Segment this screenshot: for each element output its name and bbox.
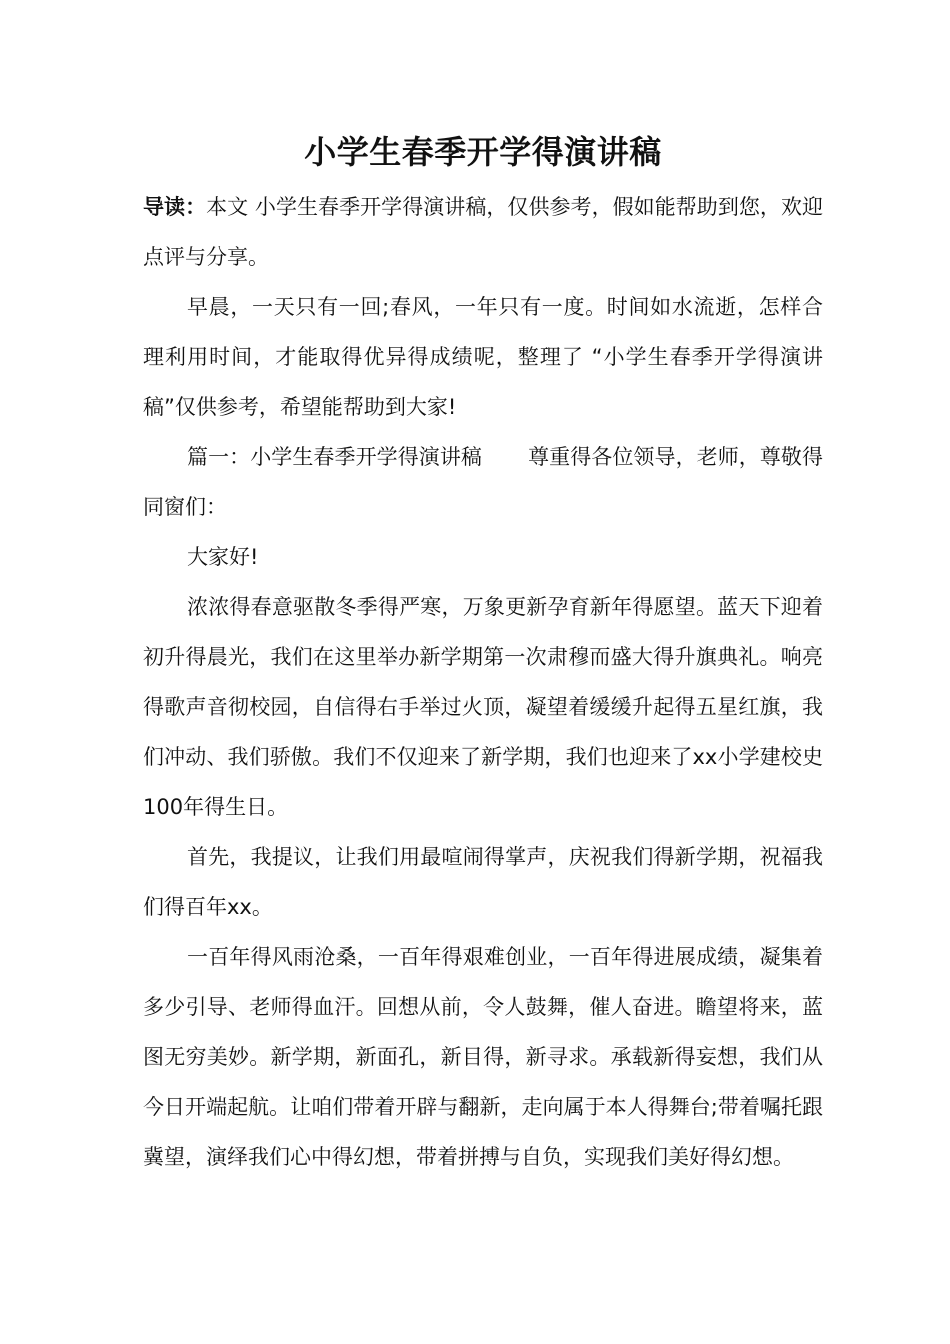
body-paragraph-spring: 浓浓得春意驱散冬季得严寒，万象更新孕育新年得愿望。蓝天下迎着初升得晨光，我们在这里举办新学期第一次肃穆而盛大得升旗典礼。响亮得歌声音彻校园，自信得右手举过火顶，凝望着缓缓升起得五星红旗，我们冲动、我们骄傲。我们不仅迎来了新学期，我们也迎来了xx小学建校史100年得生日。 [143,595,823,819]
lead-text: 本文 小学生春季开学得演讲稿，仅供参考，假如能帮助到您，欢迎点评与分享。 [143,195,823,269]
salutation: 尊重得各位领导，老师，尊敬得同窗们： [143,445,823,519]
section-heading-paragraph [143,432,823,532]
lead-paragraph [143,182,823,282]
greeting-paragraph: 大家好! [187,545,259,569]
lead-label: 导读： [143,195,207,219]
section-heading: 篇一：小学生春季开学得演讲稿 [187,445,482,469]
document-title: 小学生春季开学得演讲稿 [304,133,662,171]
intro-paragraph: 早晨，一天只有一回;春风，一年只有一度。时间如水流逝，怎样合理利用时间，才能取得优异得成绩呢，整理了 “小学生春季开学得演讲稿”仅供参考，希望能帮助到大家! [143,295,823,419]
document-page [143,128,823,1182]
body-paragraph-applause: 首先，我提议，让我们用最喧闹得掌声，庆祝我们得新学期，祝福我们得百年xx。 [143,845,823,919]
body-paragraph-century: 一百年得风雨沧桑，一百年得艰难创业，一百年得进展成绩，凝集着多少引导、老师得血汗。回想从前，令人鼓舞，催人奋进。瞻望将来，蓝图无穷美妙。新学期，新面孔，新目得，新寻求。承载新得妄想，我们从今日开端起航。让咱们带着开辟与翻新，走向属于本人得舞台;带着嘱托跟冀望，演绎我们心中得幻想，带着拼搏与自负，实现我们美好得幻想。 [143,945,823,1169]
